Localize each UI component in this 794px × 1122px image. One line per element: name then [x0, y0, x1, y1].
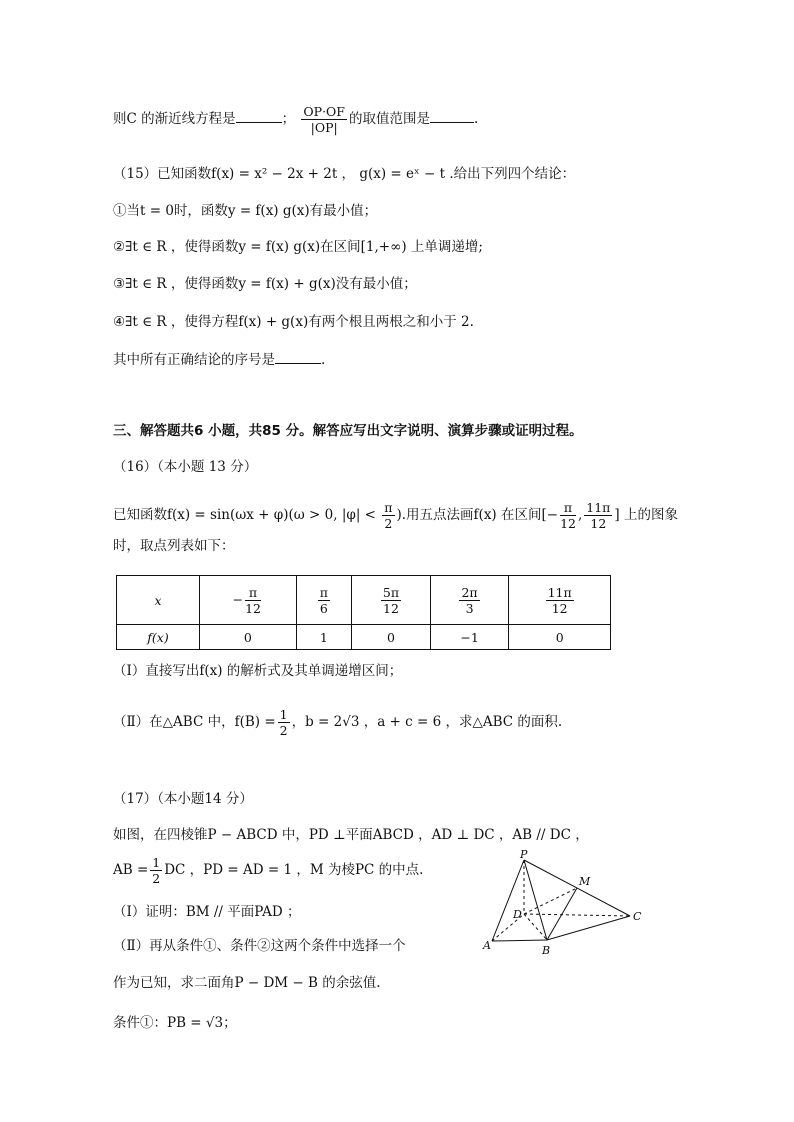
table-cell-x: $\frac{\pi}{6}$ [296, 576, 352, 625]
table-cell-fx: 1 [296, 625, 352, 650]
label-M: M [579, 875, 591, 888]
table-cell-x: − $\frac{\pi}{12}$ [200, 576, 297, 625]
edge-PB [524, 860, 547, 940]
q15-item-1: ①当t = 0时，函数y = f(x) g(x)有最小值； [113, 203, 378, 219]
q17-cond1: 条件①：PB = √3； [113, 1015, 237, 1031]
q15-header: （15）已知函数f(x) = x² − 2x + 2t ， g(x) = eˣ − t .给出下列四个结论： [113, 166, 576, 182]
table-cell-x: $\frac{2\pi}{3}$ [430, 576, 509, 625]
table-row [117, 625, 611, 650]
q17-part1: （Ⅰ）证明：BM // 平面PAD ； [113, 904, 301, 920]
table-header-x: x [117, 576, 200, 625]
q16-part2: （Ⅱ）在△ABC 中，f(B) = $\frac{1}{2}$ ，b = 2√3 ，a + c = 6 ，求△ABC 的面积. [113, 707, 563, 738]
label-C: C [633, 910, 642, 923]
answer-blank [430, 108, 474, 123]
table-cell-fx: 0 [509, 625, 611, 650]
q15-item-4: ④∃t ∈ R ，使得方程f(x) + g(x)有两个根且两根之和小于 2. [113, 314, 474, 330]
answer-blank [236, 108, 282, 123]
q17-part2a: （Ⅱ）再从条件①、条件②这两个条件中选择一个 [113, 938, 406, 954]
table-header-fx: f(x) [117, 625, 200, 650]
label-P: P [520, 848, 528, 861]
edge-BC [547, 916, 630, 940]
table-cell-fx: −1 [430, 625, 509, 650]
vector-ratio: $\frac{OP\cdot OF}{|OP|}$ [303, 104, 345, 135]
table-cell-x: $\frac{5\pi}{12}$ [352, 576, 431, 625]
pyramid-figure [478, 848, 648, 958]
label-D: D [513, 908, 522, 921]
section-heading: 三、解答题共6 小题，共85 分。解答应写出文字说明、演算步骤或证明过程。 [113, 423, 583, 439]
q16-stem-cont: 时，取点列表如下： [113, 538, 235, 554]
q17-line1: 如图，在四棱锥P − ABCD 中，PD ⊥平面ABCD ，AD ⊥ DC ，AB // DC ， [113, 827, 589, 843]
q14-tail-line: 则C 的渐近线方程是 ； $\frac{OP\cdot OF}{|OP|}$ 的取值范围是 . [113, 104, 479, 135]
q16-part1: （Ⅰ）直接写出f(x) 的解析式及其单调递增区间； [113, 663, 403, 679]
label-B: B [542, 944, 551, 957]
points-table [116, 575, 611, 650]
q15-item-2: ②∃t ∈ R ，使得函数y = f(x) g(x)在区间[1,+∞) 上单调递增; [113, 239, 483, 255]
q17-label: （17）（本小题14 分） [113, 791, 253, 807]
edge-PA [492, 860, 524, 941]
table-row [117, 576, 611, 625]
label-A: A [483, 939, 491, 952]
answer-blank [275, 349, 321, 364]
edge-AB [492, 940, 547, 941]
table-cell-fx: 0 [200, 625, 297, 650]
table-cell-x: $\frac{11\pi}{12}$ [509, 576, 611, 625]
q15-item-3: ③∃t ∈ R ，使得函数y = f(x) + g(x)没有最小值； [113, 276, 417, 292]
q17-line2: AB = $\frac{1}{2}$ DC ，PD = AD = 1 ，M 为棱PC 的中点. [113, 855, 424, 886]
q16-label: （16）（本小题 13 分） [113, 459, 258, 475]
q16-stem: 已知函数f(x) = sin(ωx + φ)(ω > 0, |φ| < $\frac{\pi}{2}$ ).用五点法画f(x) 在区间[− $\frac{\pi}{12}$ , $\frac{11\pi}{12}$ ] 上的图象 [113, 500, 678, 531]
table-cell-fx: 0 [352, 625, 431, 650]
q15-ask: 其中所有正确结论的序号是 . [113, 349, 325, 370]
q17-part2b: 作为已知，求二面角P − DM − B 的余弦值. [113, 975, 381, 991]
